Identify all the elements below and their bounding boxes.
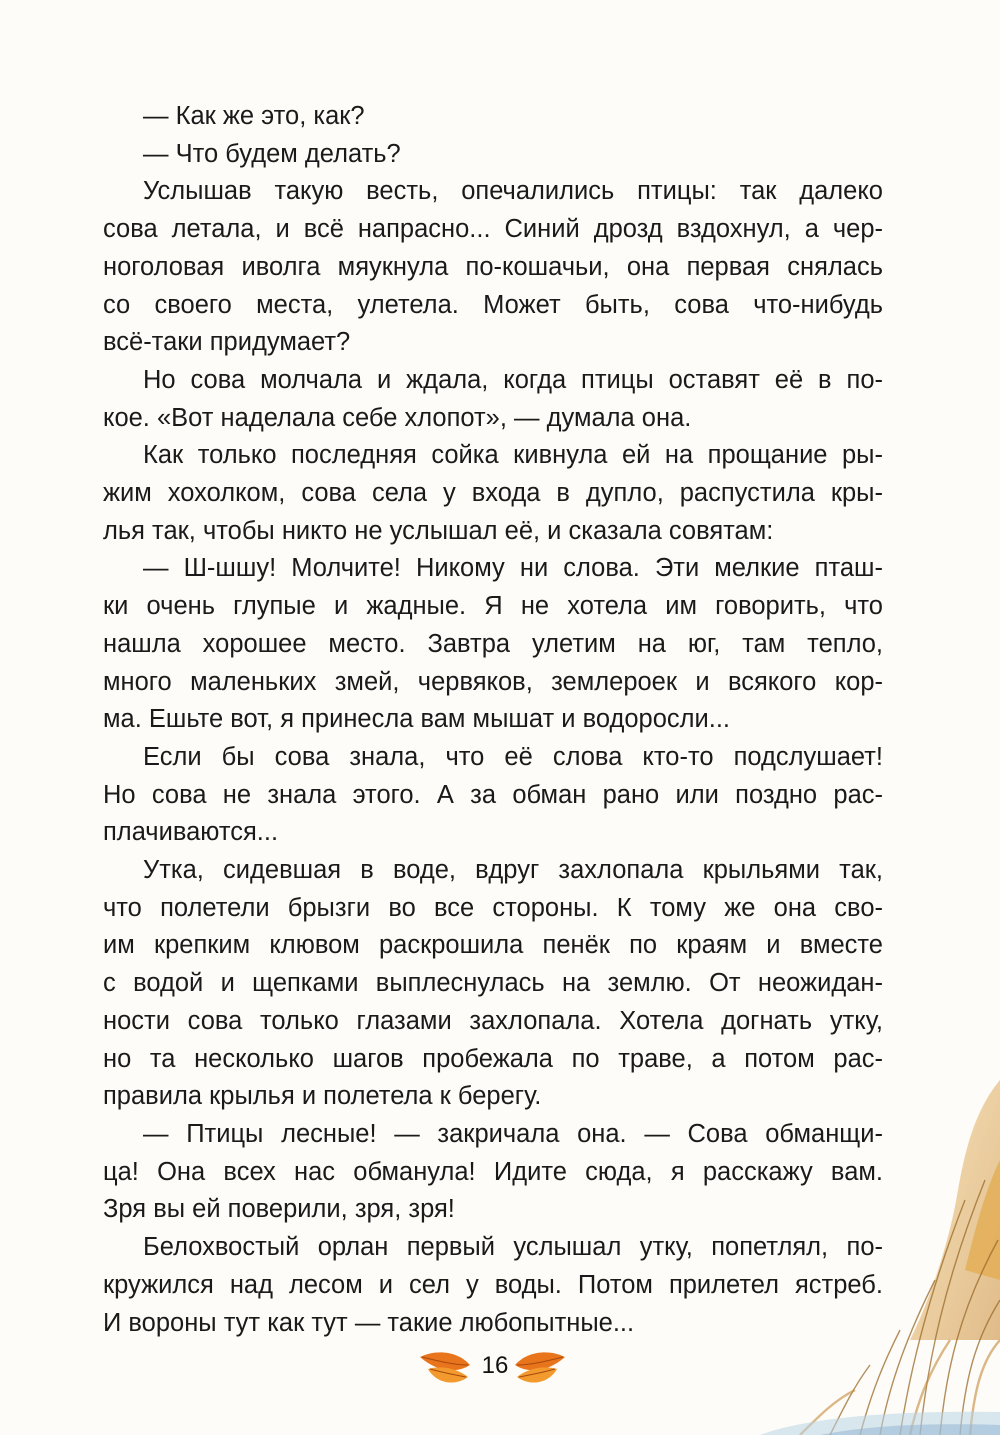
text-line: — Что будем делать? xyxy=(143,139,401,168)
text-line: кружился над лесом и сел у воды. Потом прилетел ястреб. xyxy=(103,1270,883,1299)
autumn-leaves-icon xyxy=(418,1347,472,1387)
text-line: сова летала, и всё напрасно... Синий дрозд вздохнул, а чер- xyxy=(103,215,883,244)
autumn-leaves-icon xyxy=(513,1347,567,1387)
text-line: Зря вы ей поверили, зря, зря! xyxy=(103,1195,455,1224)
text-line: И вороны тут как тут — такие любопытные... xyxy=(103,1308,635,1337)
text-line: правила крылья и полетела к берегу. xyxy=(103,1082,542,1111)
text-line: ма. Ешьте вот, я принесла вам мышат и водоросли... xyxy=(103,705,731,734)
text-line: ца! Она всех нас обманула! Идите сюда, я расскажу вам. xyxy=(103,1157,883,1186)
text-line: — Ш-шшу! Молчите! Никому ни слова. Эти мелкие пташ- xyxy=(143,554,883,583)
text-line: Утка, сидевшая в воде, вдруг захлопала крыльями так, xyxy=(143,856,883,885)
text-line: кое. «Вот наделала себе хлопот», — думала она. xyxy=(103,403,692,432)
text-line: всё-таки придумает? xyxy=(103,328,351,357)
text-line: что полетели брызги во все стороны. К тому же она сво- xyxy=(103,893,883,922)
text-line: Услышав такую весть, опечалились птицы: так далеко xyxy=(143,177,883,206)
page-number: 16 xyxy=(481,1352,509,1379)
text-line: Если бы сова знала, что её слова кто-то подслушает! xyxy=(143,742,883,771)
text-line: жим хохолком, сова села у входа в дупло, распустила кры- xyxy=(103,479,883,508)
text-line: им крепким клювом раскрошила пенёк по краям и вместе xyxy=(103,931,883,960)
text-line: ки очень глупые и жадные. Я не хотела им говорить, что xyxy=(103,592,883,621)
text-line: — Как же это, как? xyxy=(143,102,365,130)
text-line: Как только последняя сойка кивнула ей на прощание ры- xyxy=(143,441,883,470)
text-line: с водой и щепками выплеснулась на землю. От неожидан- xyxy=(103,969,883,998)
text-line: Белохвостый орлан первый услышал утку, попетлял, по- xyxy=(143,1233,883,1262)
text-line: ности сова только глазами захлопала. Хотела догнать утку, xyxy=(103,1006,883,1035)
text-line: много маленьких змей, червяков, землероек и всякого кор- xyxy=(103,667,883,696)
text-line: ноголовая иволга мяукнула по-кошачьи, она первая снялась xyxy=(103,252,883,281)
text-line: со своего места, улетела. Может быть, сова что-нибудь xyxy=(103,290,883,319)
text-line: лья так, чтобы никто не услышал её, и сказала совятам: xyxy=(103,516,774,545)
text-line: но та несколько шагов пробежала по траве, а потом рас- xyxy=(103,1044,883,1073)
text-line: Но сова молчала и ждала, когда птицы оставят её в по- xyxy=(143,365,883,394)
reeds-illustration-icon xyxy=(760,1040,1000,1435)
text-line: Но сова не знала этого. А за обман рано или поздно рас- xyxy=(103,780,883,809)
text-line: — Птицы лесные! — закричала она. — Сова обманщи- xyxy=(143,1119,883,1148)
text-line: плачиваются... xyxy=(103,818,279,847)
text-line: нашла хорошее место. Завтра улетим на юг, там тепло, xyxy=(103,629,883,658)
